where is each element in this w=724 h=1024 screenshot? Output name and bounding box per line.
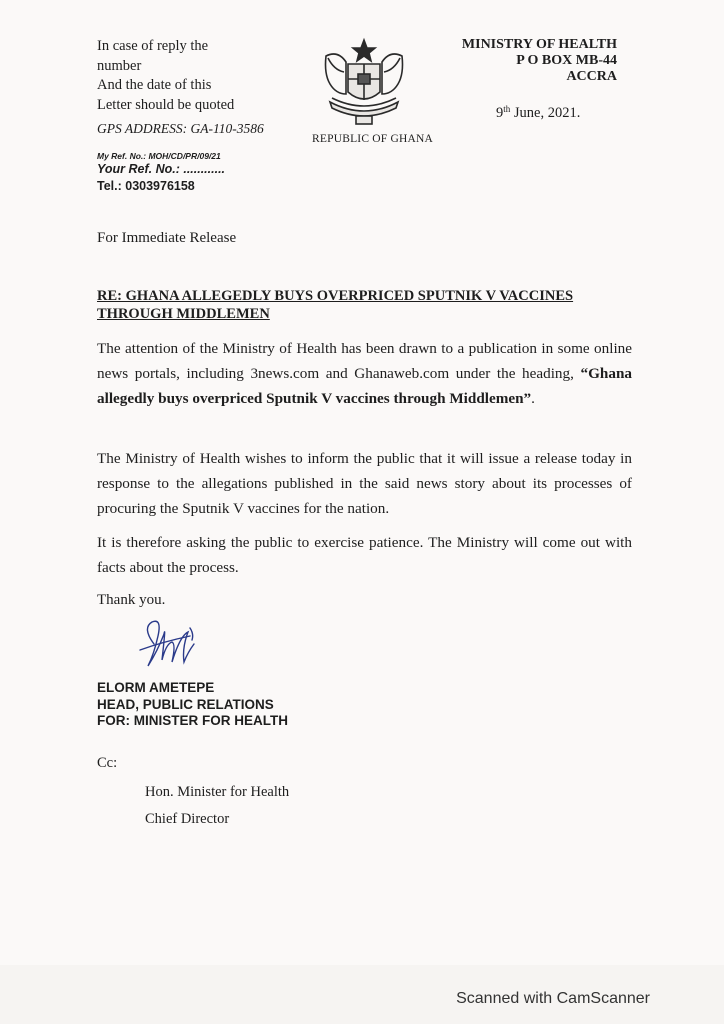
republic-label: REPUBLIC OF GHANA (312, 133, 433, 145)
telephone: Tel.: 0303976158 (97, 179, 195, 193)
paragraph-patience: It is therefore asking the public to exercise patience. The Ministry will come out with facts about the process. (97, 534, 632, 576)
handwritten-signature (132, 614, 212, 684)
ministry-address (462, 37, 617, 85)
signatory-block (97, 680, 288, 730)
reply-note-line: Letter should be quoted (97, 96, 235, 113)
your-reference: Your Ref. No.: ............ (97, 162, 226, 176)
ministry-line: MINISTRY OF HEALTH (461, 37, 617, 52)
my-reference: My Ref. No.: MOH/CD/PR/09/21 (97, 151, 221, 161)
paragraph-release: The Ministry of Health wishes to inform the public that it will issue a release today in response to the allegations published in the said news story about its processes of procuring the Sputnik V vaccines for the nation. (97, 450, 632, 517)
signatory-name: ELORM AMETEPE (97, 680, 215, 695)
signatory-title: HEAD, PUBLIC RELATIONS (97, 696, 274, 712)
paragraph-text: . (531, 390, 535, 407)
date-day: 9 (496, 105, 504, 121)
paragraph-attention (97, 336, 632, 411)
ministry-line: P O BOX MB-44 (516, 53, 617, 68)
headline-quote: “Ghana allegedly buys overpriced Sputnik V vaccines through Middlemen” (97, 365, 632, 407)
signatory-for: FOR: MINISTER FOR HEALTH (97, 713, 288, 728)
date-month-year: June, 2021. (510, 105, 581, 121)
reply-note-line: And the date of this (97, 77, 212, 93)
cc-label: Cc: (97, 755, 118, 771)
ghana-coat-of-arms-icon (318, 36, 410, 132)
reply-note-line: In case of reply the (97, 38, 209, 54)
ministry-line: ACCRA (566, 69, 617, 84)
release-notice: For Immediate Release (97, 230, 237, 246)
letter-date (496, 104, 580, 122)
date-suffix: th (503, 104, 511, 114)
cc-recipient: Hon. Minister for Health (145, 784, 290, 800)
gps-address: GPS ADDRESS: GA-110-3586 (97, 121, 264, 136)
reply-note (97, 37, 277, 115)
reply-note-line: number (97, 57, 142, 74)
cc-recipients (145, 779, 289, 833)
scanner-watermark: Scanned with CamScanner (456, 990, 650, 1007)
closing-thanks: Thank you. (97, 592, 166, 608)
subject-heading: RE: GHANA ALLEGEDLY BUYS OVERPRICED SPUTNIK V VACCINES THROUGH MIDDLEMEN (97, 288, 574, 322)
cc-recipient: Chief Director (145, 811, 230, 827)
paragraph-text: The attention of the Ministry of Health has been drawn to a publication in some online news portals, including 3news.com and Ghanaweb.com under the heading, (97, 340, 632, 382)
